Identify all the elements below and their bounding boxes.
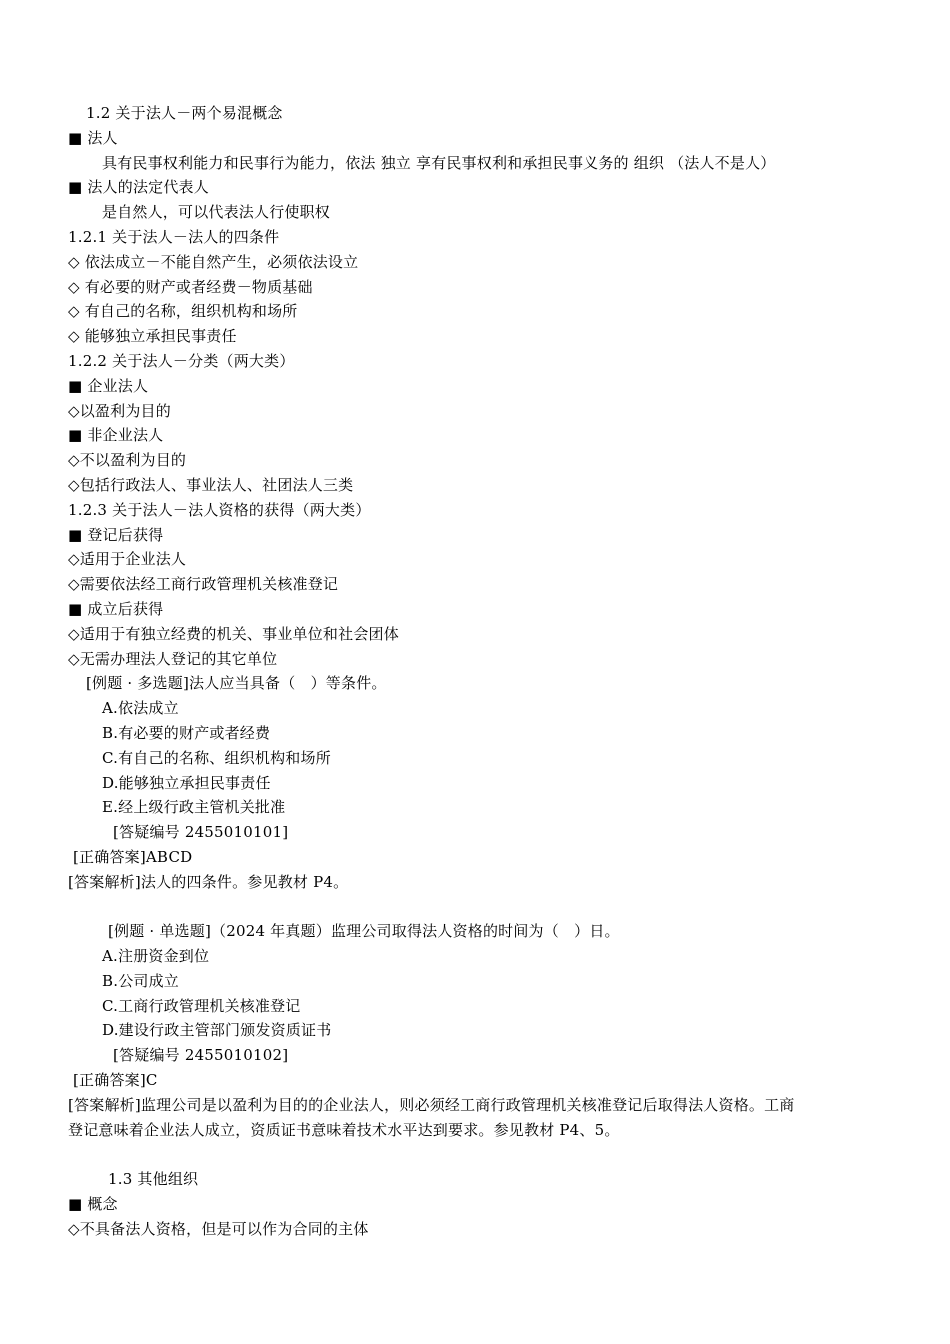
text-line: E.经上级行政主管机关批准	[102, 798, 286, 817]
text-line: C.工商行政管理机关核准登记	[102, 996, 301, 1015]
text-line: 1.2.3 关于法人－法人资格的获得（两大类）	[68, 500, 371, 519]
text-line: [答疑编号 2455010101]	[113, 823, 289, 842]
text-line: [例题 · 单选题]（2024 年真题）监理公司取得法人资格的时间为（ ）日。	[108, 922, 620, 941]
text-line: ■ 非企业法人	[68, 426, 164, 445]
text-line: ◇需要依法经工商行政管理机关核准登记	[68, 575, 339, 594]
text-line: ◇ 有自己的名称，组织机构和场所	[68, 302, 298, 321]
text-line: D.能够独立承担民事责任	[102, 773, 271, 792]
text-line: C.有自己的名称、组织机构和场所	[102, 748, 331, 767]
text-line: ◇包括行政法人、事业法人、社团法人三类	[68, 475, 354, 494]
text-line: ◇不具备法人资格，但是可以作为合同的主体	[68, 1219, 369, 1238]
document-body	[0, 101, 950, 1242]
text-line: [例题 · 多选题]法人应当具备（ ）等条件。	[86, 674, 387, 693]
text-line: D.建设行政主管部门颁发资质证书	[102, 1021, 332, 1040]
text-line: ■ 法人	[68, 128, 118, 147]
text-line: 具有民事权利能力和民事行为能力，依法 独立 享有民事权利和承担民事义务的 组织 （法人不是人）	[102, 153, 776, 172]
text-line: ■ 概念	[68, 1195, 118, 1214]
text-line: ◇以盈利为目的	[68, 401, 171, 420]
text-line: ■ 企业法人	[68, 376, 149, 395]
text-line: [正确答案]ABCD	[73, 847, 193, 866]
text-line: ◇适用于企业法人	[68, 550, 187, 569]
blank-line	[0, 895, 950, 920]
text-line: ◇ 依法成立－不能自然产生，必须依法设立	[68, 252, 359, 271]
text-line: ■ 法人的法定代表人	[68, 178, 209, 197]
text-line: ◇无需办理法人登记的其它单位	[68, 649, 278, 668]
text-line: A.依法成立	[102, 699, 179, 718]
text-line: [答疑编号 2455010102]	[113, 1046, 289, 1065]
text-line: ◇ 有必要的财产或者经费－物质基础	[68, 277, 313, 296]
text-line: A.注册资金到位	[102, 947, 210, 966]
text-line: 1.2.2 关于法人－分类（两大类）	[68, 351, 295, 370]
text-line: 1.3 其他组织	[108, 1170, 199, 1189]
text-line: ■ 成立后获得	[68, 599, 164, 618]
text-line: ■ 登记后获得	[68, 525, 164, 544]
text-line: [答案解析]监理公司是以盈利为目的的企业法人，则必须经工商行政管理机关核准登记后取得法人资格。工商	[68, 1095, 795, 1114]
text-line: 1.2 关于法人－两个易混概念	[86, 104, 283, 122]
text-line: 1.2.1 关于法人－法人的四条件	[68, 227, 280, 246]
text-line: 登记意味着企业法人成立，资质证书意味着技术水平达到要求。参见教材 P4、5。	[68, 1120, 620, 1139]
text-line: [答案解析]法人的四条件。参见教材 P4。	[68, 872, 349, 891]
text-line: ◇ 能够独立承担民事责任	[68, 327, 237, 346]
text-line: ◇适用于有独立经费的机关、事业单位和社会团体	[68, 624, 399, 643]
text-line: [正确答案]C	[73, 1071, 158, 1090]
text-line: B.有必要的财产或者经费	[102, 723, 271, 742]
blank-line	[0, 1142, 950, 1167]
text-line: 是自然人，可以代表法人行使职权	[102, 203, 331, 222]
text-line: ◇不以盈利为目的	[68, 451, 187, 470]
text-line: B.公司成立	[102, 971, 179, 990]
